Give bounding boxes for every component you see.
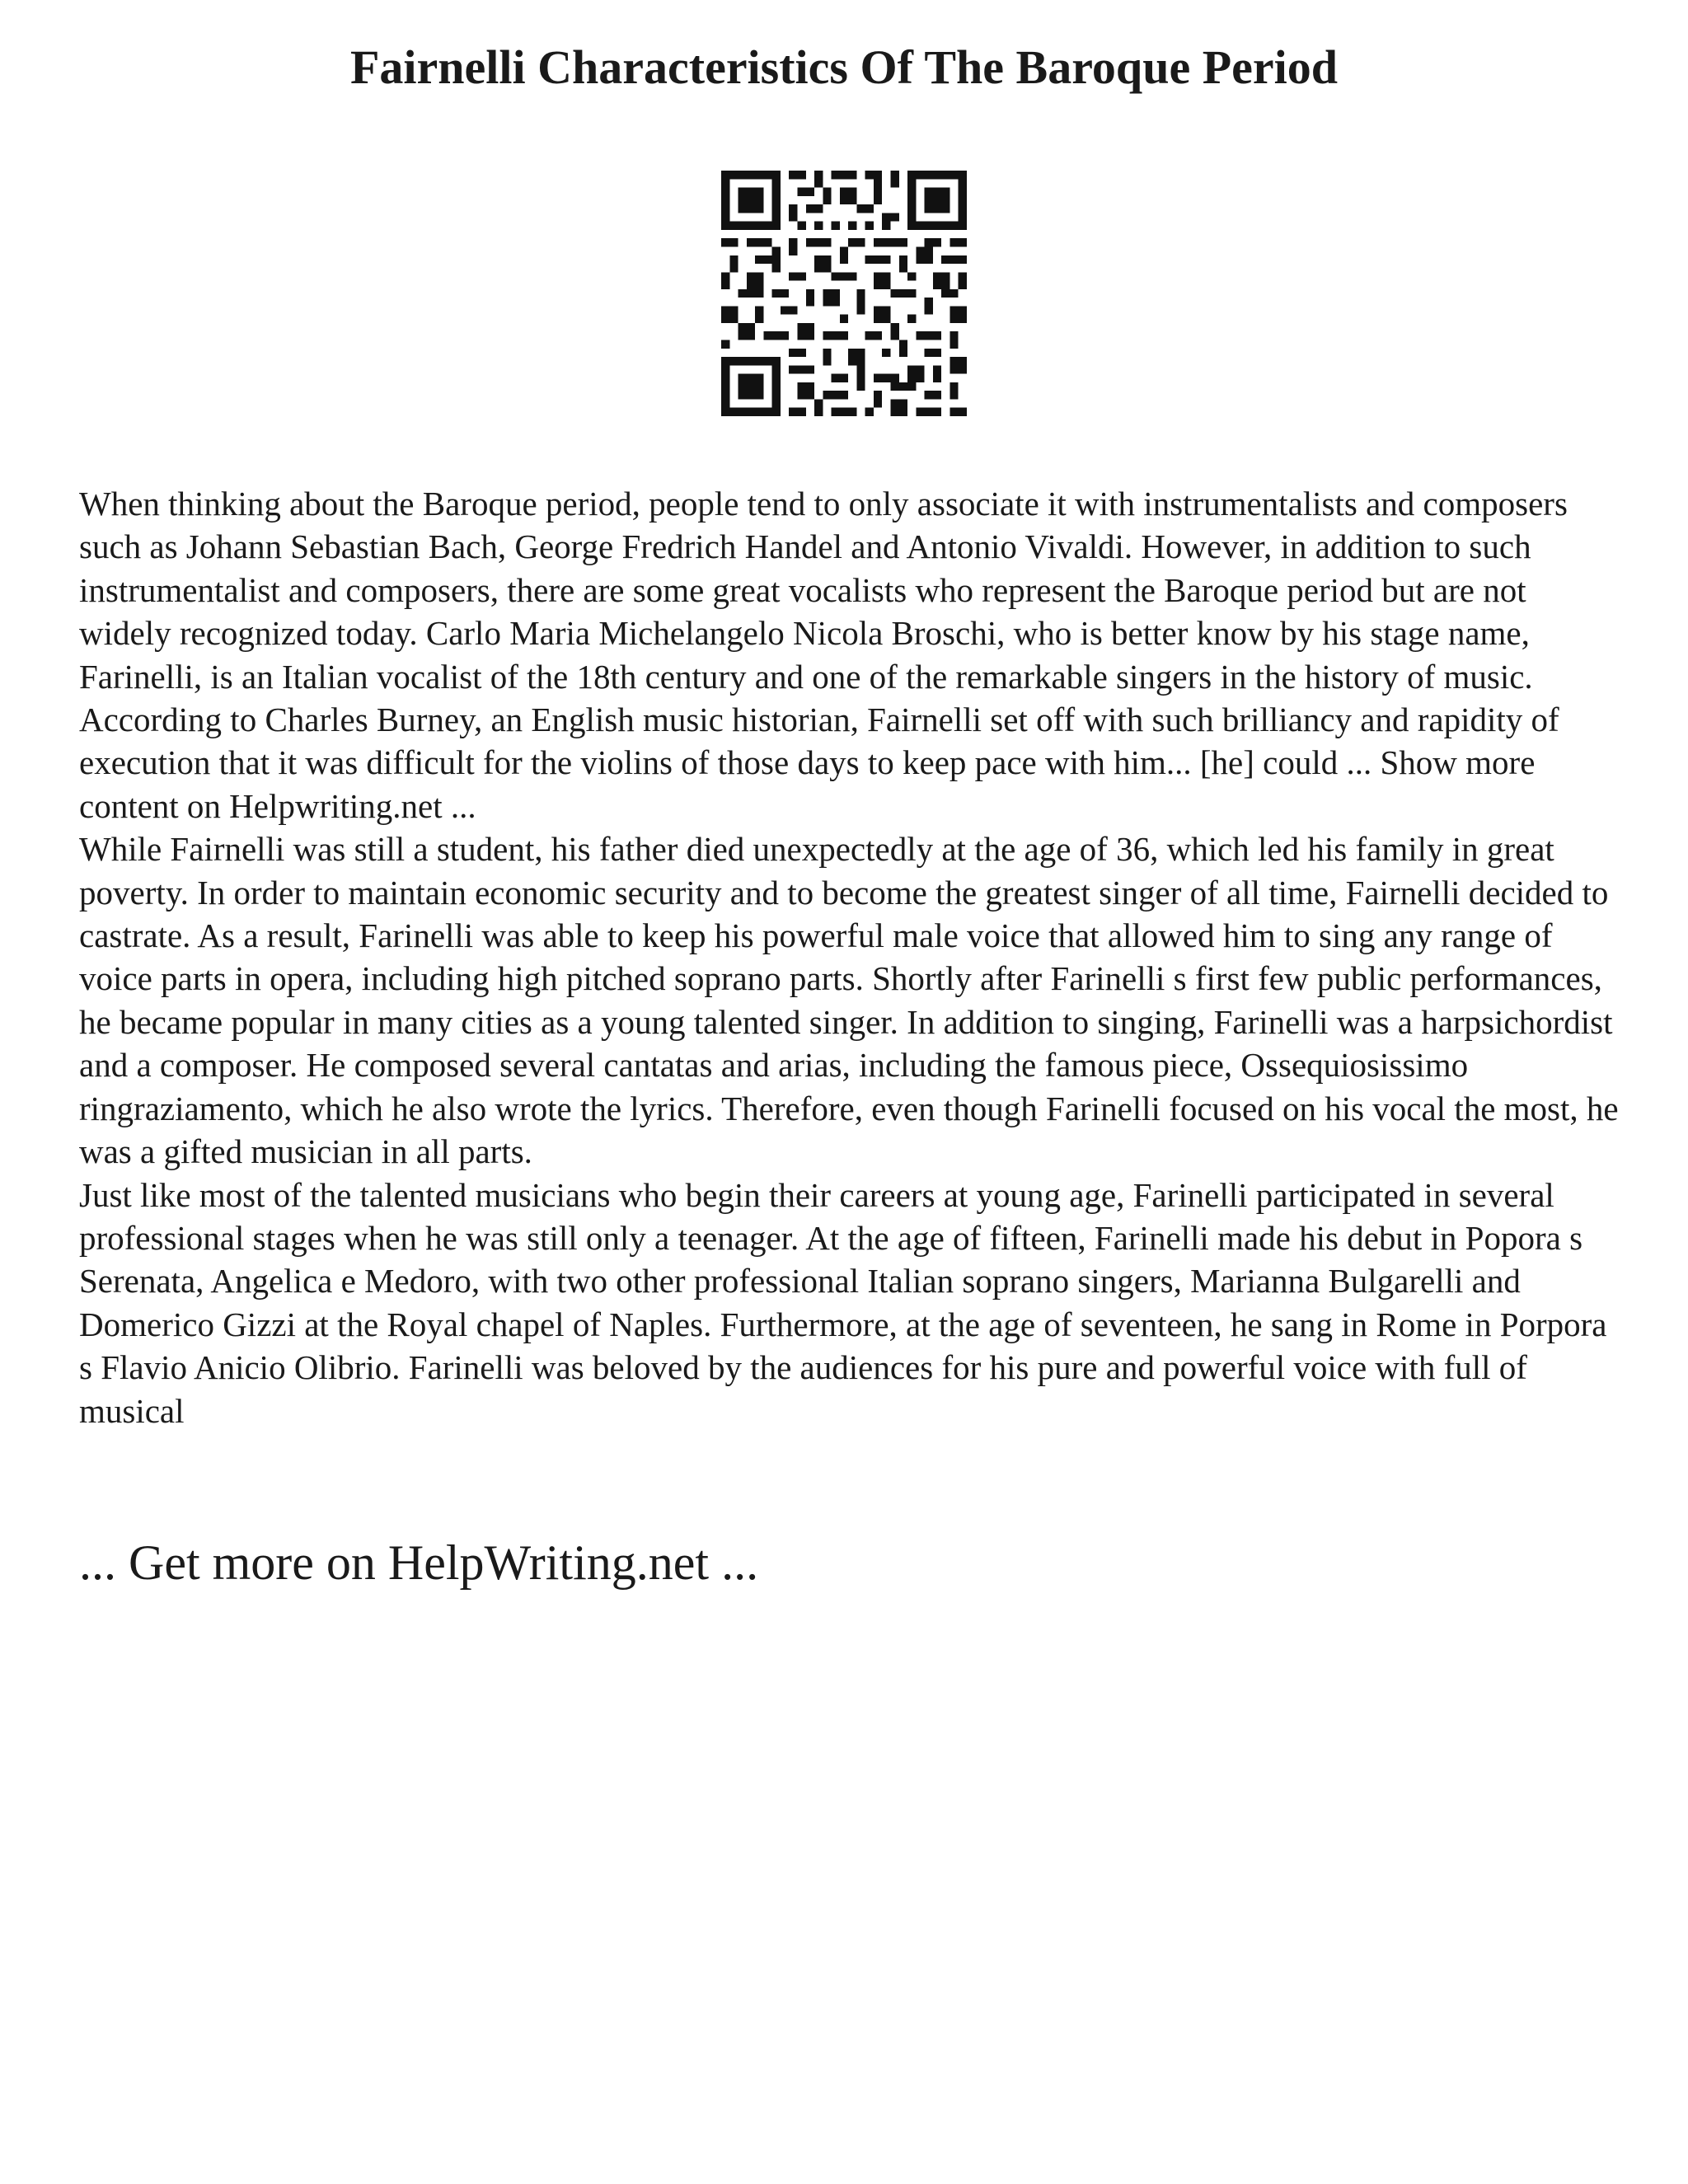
get-more-link[interactable]: ... Get more on HelpWriting.net ... [79, 1535, 759, 1590]
qr-code-icon [721, 171, 967, 416]
paragraph: When thinking about the Baroque period, people tend to only associate it with instrumentalists and composers such as Johann Sebastian Bach, George Fredrich Handel and Antonio Vivaldi. However, in addition to such instrumentalist and composers, there are some great vocalists who represent the Baroque period but are not widely recognized today. Carlo Maria Michelangelo Nicola Broschi, who is better know by his stage name, Farinelli, is an Italian vocalist of the 18th century and one of the remarkable singers in the history of music. According to Charles Burney, an English music historian, Fairnelli set off with such brilliancy and rapidity of execution that it was difficult for the violins of those days to keep pace with him... [he] could ... Show more content on Helpwriting.net ... [79, 485, 1568, 825]
article-body [79, 482, 1620, 1432]
paragraph: Just like most of the talented musicians who begin their careers at young age, Farinelli participated in several professional stages when he was still only a teenager. At the age of fifteen, Farinelli made his debut in Popora s Serenata, Angelica e Medoro, with two other professional Italian soprano singers, Marianna Bulgarelli and Domerico Gizzi at the Royal chapel of Naples. Furthermore, at the age of seventeen, he sang in Rome in Porpora s Flavio Anicio Olibrio. Farinelli was beloved by the audiences for his pure and powerful voice with full of musical [79, 1175, 1607, 1430]
paragraph: While Fairnelli was still a student, his father died unexpectedly at the age of 36, which led his family in great poverty. In order to maintain economic security and to become the greatest singer of all time, Fairnelli decided to castrate. As a result, Farinelli was able to keep his powerful male voice that allowed him to sing any range of voice parts in opera, including high pitched soprano parts. Shortly after Farinelli s first few public performances, he became popular in many cities as a young talented singer. In addition to singing, Farinelli was a harpsichordist and a composer. He composed several cantatas and arias, including the famous piece, Ossequiosissimo ringraziamento, which he also wrote the lyrics. Therefore, even though Farinelli focused on his vocal the most, he was a gifted musician in all parts. [79, 830, 1619, 1171]
page-title: Fairnelli Characteristics Of The Baroque Period [350, 40, 1338, 94]
